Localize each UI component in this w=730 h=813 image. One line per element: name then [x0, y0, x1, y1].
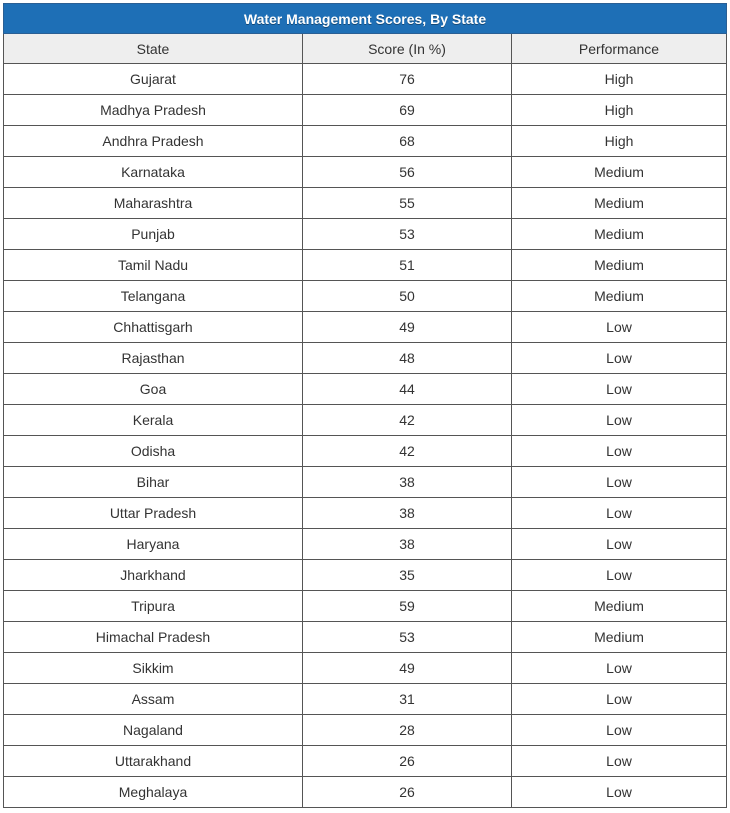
table-row: [4, 374, 727, 405]
performance-cell: Medium: [512, 157, 727, 188]
table-row: [4, 560, 727, 591]
score-cell: 56: [303, 157, 512, 188]
performance-cell: Low: [512, 715, 727, 746]
score-cell: 76: [303, 64, 512, 95]
performance-cell: High: [512, 64, 727, 95]
state-cell: Madhya Pradesh: [4, 95, 303, 126]
score-cell: 55: [303, 188, 512, 219]
state-cell: Goa: [4, 374, 303, 405]
score-cell: 49: [303, 653, 512, 684]
state-cell: Gujarat: [4, 64, 303, 95]
table-row: [4, 653, 727, 684]
performance-cell: Low: [512, 312, 727, 343]
score-cell: 51: [303, 250, 512, 281]
performance-cell: Medium: [512, 219, 727, 250]
table-row: [4, 95, 727, 126]
table-row: [4, 746, 727, 777]
performance-cell: Low: [512, 436, 727, 467]
state-cell: Chhattisgarh: [4, 312, 303, 343]
state-cell: Maharashtra: [4, 188, 303, 219]
performance-cell: Low: [512, 777, 727, 808]
performance-cell: Low: [512, 684, 727, 715]
score-cell: 48: [303, 343, 512, 374]
score-cell: 59: [303, 591, 512, 622]
column-header-performance: Performance: [512, 34, 727, 64]
performance-cell: Medium: [512, 281, 727, 312]
score-cell: 28: [303, 715, 512, 746]
state-cell: Uttarakhand: [4, 746, 303, 777]
state-cell: Odisha: [4, 436, 303, 467]
state-cell: Meghalaya: [4, 777, 303, 808]
table-title: Water Management Scores, By State: [4, 4, 727, 34]
table-row: [4, 498, 727, 529]
performance-cell: Low: [512, 467, 727, 498]
state-cell: Kerala: [4, 405, 303, 436]
score-cell: 42: [303, 436, 512, 467]
performance-cell: High: [512, 126, 727, 157]
score-cell: 31: [303, 684, 512, 715]
score-cell: 68: [303, 126, 512, 157]
column-header-score: Score (In %): [303, 34, 512, 64]
table-row: [4, 591, 727, 622]
state-cell: Karnataka: [4, 157, 303, 188]
score-cell: 38: [303, 467, 512, 498]
performance-cell: Medium: [512, 591, 727, 622]
table-row: [4, 157, 727, 188]
score-cell: 42: [303, 405, 512, 436]
performance-cell: Medium: [512, 250, 727, 281]
score-cell: 26: [303, 777, 512, 808]
performance-cell: Low: [512, 498, 727, 529]
performance-cell: Medium: [512, 188, 727, 219]
state-cell: Andhra Pradesh: [4, 126, 303, 157]
performance-cell: Low: [512, 560, 727, 591]
table-row: [4, 405, 727, 436]
state-cell: Assam: [4, 684, 303, 715]
header-row: [4, 34, 727, 64]
table-row: [4, 64, 727, 95]
state-cell: Tamil Nadu: [4, 250, 303, 281]
performance-cell: High: [512, 95, 727, 126]
table-row: [4, 715, 727, 746]
state-cell: Himachal Pradesh: [4, 622, 303, 653]
column-header-state: State: [4, 34, 303, 64]
state-cell: Bihar: [4, 467, 303, 498]
state-cell: Telangana: [4, 281, 303, 312]
state-cell: Haryana: [4, 529, 303, 560]
score-cell: 35: [303, 560, 512, 591]
water-scores-table: [3, 3, 727, 808]
score-cell: 26: [303, 746, 512, 777]
score-cell: 49: [303, 312, 512, 343]
score-cell: 44: [303, 374, 512, 405]
performance-cell: Medium: [512, 622, 727, 653]
table-row: [4, 219, 727, 250]
performance-cell: Low: [512, 405, 727, 436]
table-row: [4, 188, 727, 219]
performance-cell: Low: [512, 746, 727, 777]
performance-cell: Low: [512, 343, 727, 374]
state-cell: Uttar Pradesh: [4, 498, 303, 529]
score-cell: 50: [303, 281, 512, 312]
score-cell: 53: [303, 219, 512, 250]
performance-cell: Low: [512, 653, 727, 684]
state-cell: Punjab: [4, 219, 303, 250]
table-row: [4, 436, 727, 467]
table-row: [4, 529, 727, 560]
table-row: [4, 684, 727, 715]
title-row: [4, 4, 727, 34]
score-cell: 53: [303, 622, 512, 653]
table-row: [4, 343, 727, 374]
state-cell: Nagaland: [4, 715, 303, 746]
table-row: [4, 467, 727, 498]
table-row: [4, 622, 727, 653]
table-row: [4, 281, 727, 312]
table-body: [4, 64, 727, 808]
score-cell: 38: [303, 498, 512, 529]
score-cell: 38: [303, 529, 512, 560]
state-cell: Jharkhand: [4, 560, 303, 591]
performance-cell: Low: [512, 374, 727, 405]
table-row: [4, 250, 727, 281]
state-cell: Tripura: [4, 591, 303, 622]
score-cell: 69: [303, 95, 512, 126]
performance-cell: Low: [512, 529, 727, 560]
table-row: [4, 777, 727, 808]
state-cell: Rajasthan: [4, 343, 303, 374]
table-row: [4, 312, 727, 343]
table-row: [4, 126, 727, 157]
state-cell: Sikkim: [4, 653, 303, 684]
